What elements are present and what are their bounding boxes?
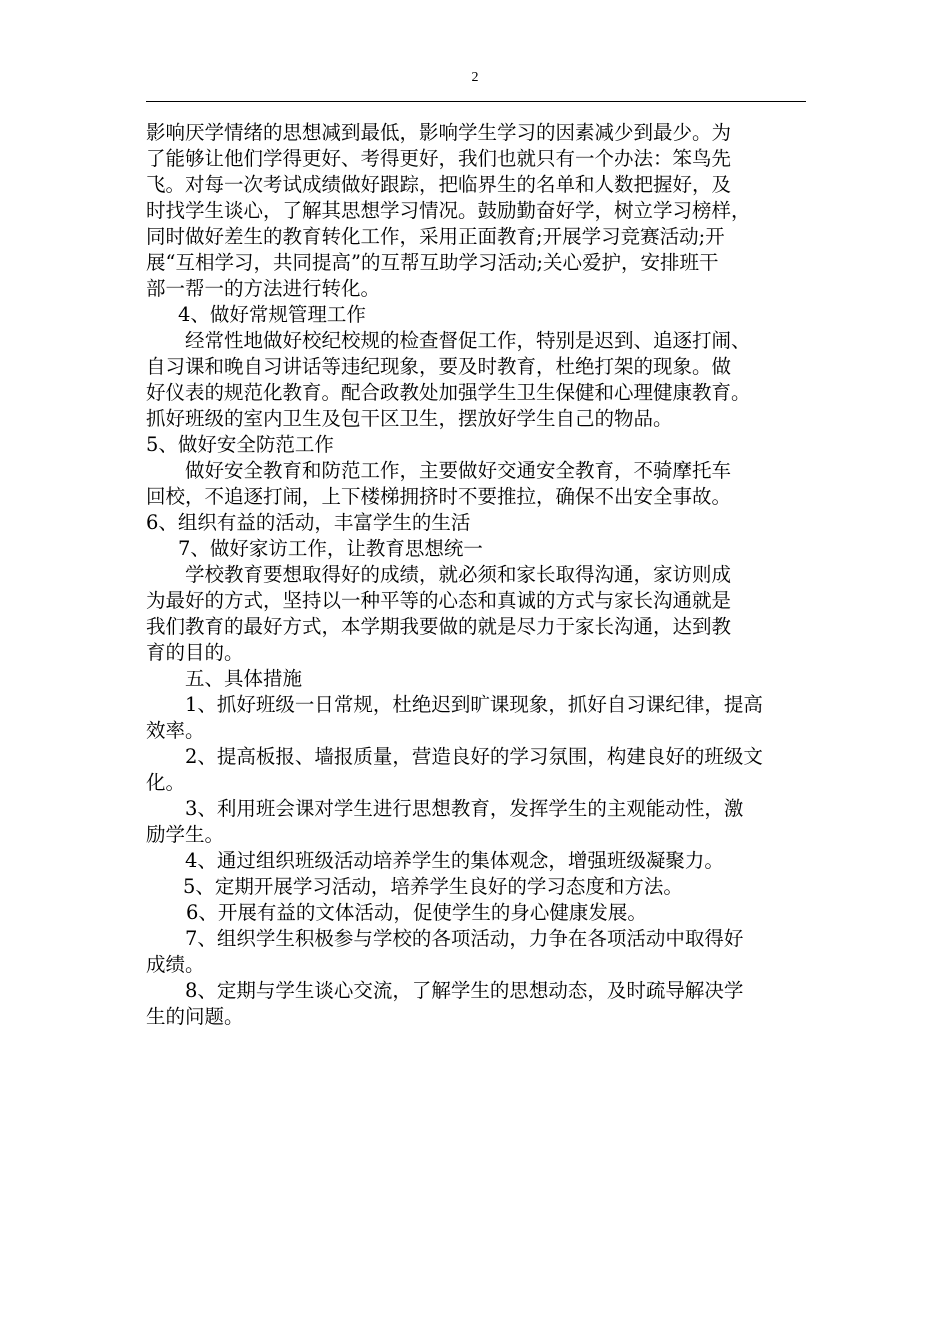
body-line: 好仪表的规范化教育。配合政教处加强学生卫生保健和心理健康教育。 xyxy=(146,381,751,404)
body-line: 影响厌学情绪的思想减到最低，影响学生学习的因素减少到最少。为 xyxy=(146,121,732,144)
body-line: 励学生。 xyxy=(146,823,225,846)
body-line: 展“互相学习，共同提高”的互帮互助学习活动;关心爱护，安排班干 xyxy=(146,251,719,274)
list-item: 3、利用班会课对学生进行思想教育，发挥学生的主观能动性，激 xyxy=(185,797,744,820)
body-line: 育的目的。 xyxy=(146,641,244,664)
list-item: 1、抓好班级一日常规，杜绝迟到旷课现象，抓好自习课纪律，提高 xyxy=(185,693,763,716)
body-line: 飞。对每一次考试成绩做好跟踪，把临界生的名单和人数把握好，及 xyxy=(146,173,732,196)
body-line: 化。 xyxy=(146,771,186,794)
page-number: 2 xyxy=(471,70,479,85)
body-line: 为最好的方式，坚持以一种平等的心态和真诚的方式与家长沟通就是 xyxy=(146,589,732,612)
list-item: 5、定期开展学习活动，培养学生良好的学习态度和方法。 xyxy=(183,875,683,898)
section-heading: 五、具体措施 xyxy=(185,667,303,690)
section-heading: 7、做好家访工作，让教育思想统一 xyxy=(178,537,483,560)
body-line: 生的问题。 xyxy=(146,1005,244,1028)
body-line: 做好安全教育和防范工作，主要做好交通安全教育，不骑摩托车 xyxy=(185,459,732,482)
section-heading: 4、做好常规管理工作 xyxy=(178,303,366,326)
list-item: 7、组织学生积极参与学校的各项活动，力争在各项活动中取得好 xyxy=(185,927,744,950)
body-line: 时找学生谈心，了解其思想学习情况。鼓励勤奋好学，树立学习榜样， xyxy=(146,199,751,222)
body-line: 效率。 xyxy=(146,719,205,742)
body-line: 学校教育要想取得好的成绩，就必须和家长取得沟通，家访则成 xyxy=(185,563,732,586)
body-line: 抓好班级的室内卫生及包干区卫生，摆放好学生自己的物品。 xyxy=(146,407,673,430)
body-line: 了能够让他们学得更好、考得更好，我们也就只有一个办法：笨鸟先 xyxy=(146,147,732,170)
body-line: 经常性地做好校纪校规的检查督促工作，特别是迟到、追逐打闹、 xyxy=(185,329,751,352)
body-line: 我们教育的最好方式，本学期我要做的就是尽力于家长沟通，达到教 xyxy=(146,615,732,638)
body-line: 成绩。 xyxy=(146,953,205,976)
list-item: 4、通过组织班级活动培养学生的集体观念，增强班级凝聚力。 xyxy=(185,849,724,872)
list-item: 6、开展有益的文体活动，促使学生的身心健康发展。 xyxy=(186,901,647,924)
section-heading: 6、组织有益的活动，丰富学生的生活 xyxy=(146,511,471,534)
body-line: 回校，不追逐打闹，上下楼梯拥挤时不要推拉，确保不出安全事故。 xyxy=(146,485,732,508)
body-line: 自习课和晚自习讲话等违纪现象，要及时教育，杜绝打架的现象。做 xyxy=(146,355,732,378)
document-body xyxy=(146,120,810,1030)
body-line: 部一帮一的方法进行转化。 xyxy=(146,277,381,300)
header-rule xyxy=(146,101,806,102)
section-heading: 5、做好安全防范工作 xyxy=(146,433,334,456)
body-line: 同时做好差生的教育转化工作，采用正面教育;开展学习竞赛活动;开 xyxy=(146,225,725,248)
list-item: 8、定期与学生谈心交流，了解学生的思想动态，及时疏导解决学 xyxy=(185,979,744,1002)
list-item: 2、提高板报、墙报质量，营造良好的学习氛围，构建良好的班级文 xyxy=(185,745,763,768)
